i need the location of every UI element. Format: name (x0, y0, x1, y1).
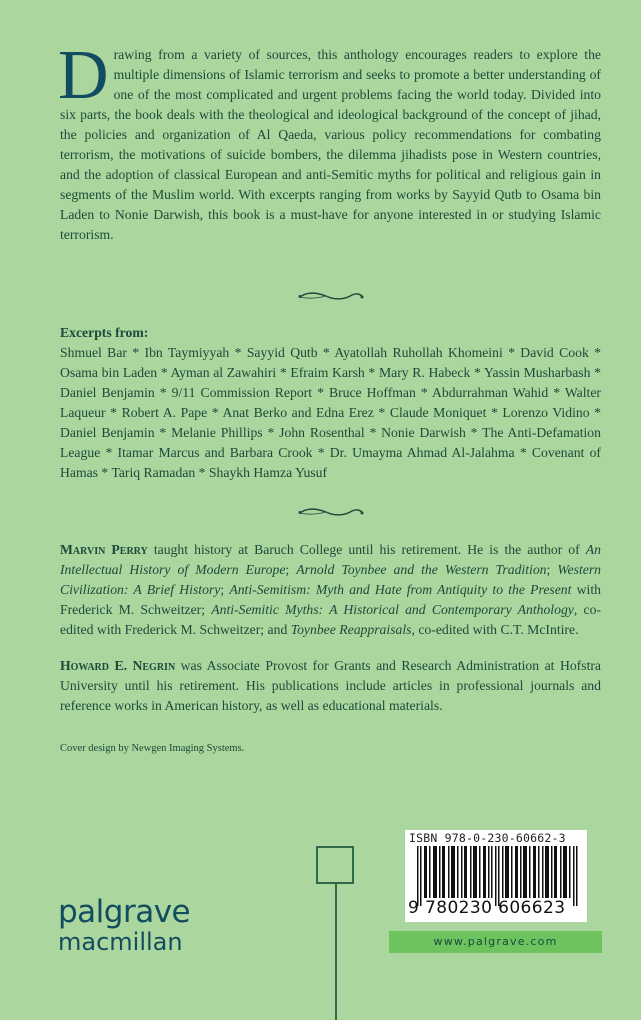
book-title: Anti-Semitic Myths: A Historical and Contemporary Anthology (211, 602, 574, 617)
bio-text: ; (546, 562, 558, 577)
logo-line-1: palgrave (58, 894, 191, 930)
excerpts-section (60, 323, 601, 483)
isbn-barcode (405, 830, 587, 922)
excerpts-list: Shmuel Bar * Ibn Taymiyyah * Sayyid Qutb * Ayatollah Ruhollah Khomeini * David Cook * Osama bin Laden * Ayman al Zawahiri * Efraim Karsh * Mary R. Habeck * Yassin Musharbash * Daniel Benjamin * 9/11 Commission Report * Bruce Hoffman * Abdurrahman Wahid * Walter Laqueur * Robert A. Pape * Anat Berko and Edna Erez * Claude Moniquet * Lorenzo Vidino * Daniel Benjamin * Melanie Phillips * John Rosenthal * Nonie Darwish * The Anti-Defamation League * Itamar Marcus and Barbara Crook * Dr. Umayma Ahmad Al-Jalahma * Covenant of Hamas * Tariq Ramadan * Shaykh Hamza Yusuf (60, 345, 601, 480)
author-bio-negrin (60, 656, 601, 716)
publisher-logo (58, 894, 191, 956)
logo-line-2: macmillan (58, 928, 183, 956)
cover-design-credit: Cover design by Newgen Imaging Systems. (60, 743, 245, 754)
excerpts-heading: Excerpts from: (60, 325, 149, 340)
bio-text: ; (220, 582, 230, 597)
barcode-bars-icon (417, 846, 582, 906)
isbn-label: ISBN 978-0-230-60662-3 (409, 831, 566, 845)
book-title: Anti-Semitism: Myth and Hate from Antiquity to the Present (229, 582, 572, 597)
bio-text: , co-edited with C.T. McIntire. (411, 622, 579, 637)
book-title: Western Civilization: A Brief History (60, 562, 602, 597)
bio-text: was Associate Provost for Grants and Research Administration at Hofstra University until his retirement. His publications include articles in professional journals and reference works in American history, as well as educational materials. (60, 658, 602, 713)
blurb-text: rawing from a variety of sources, this anthology encourages readers to explore the multiple dimensions of Islamic terrorism and seeks to promote a better understanding of one of the most complicated and urgent problems facing the world today. Divided into six parts, the book deals with the theological and ideological background of the concept of jihad, the policies and organization of Al Qaeda, various policy recommendations for combating terrorism, the motivations of suicide bombers, the dilemma jihadists pose in Western countries, and the adoption of classical European and anti-Semitic myths for political and religious gain in segments of the Muslim world. With excerpts ranging from works by Sayyid Qutb to Osama bin Laden to Nonie Darwish, this book is a must-have for anyone interested in or studying Islamic terrorism. (60, 47, 601, 242)
author-bio-perry (60, 540, 601, 640)
book-title: An Intellectual History of Modern Europe (60, 542, 601, 577)
book-title: Toynbee Reappraisals (290, 622, 412, 637)
blurb-paragraph (58, 37, 601, 245)
scroll-flourish-icon (296, 506, 366, 518)
bio-text: taught history at Baruch College until his retirement. He is the author of (147, 542, 586, 557)
emblem-line (335, 884, 337, 1020)
bio-text: , co-edited with Frederick M. Schweitzer; and (60, 602, 601, 637)
author-name: Marvin Perry (60, 542, 148, 557)
bio-text: ; (285, 562, 297, 577)
scroll-flourish-icon (296, 290, 366, 302)
barcode-digits: 9 780230 606623 (408, 898, 566, 918)
bio-text: with Frederick M. Schweitzer; (60, 582, 601, 617)
book-title: Arnold Toynbee and the Western Tradition (296, 562, 547, 577)
author-name: Howard E. Negrin (60, 658, 176, 673)
dropcap-letter: D (58, 37, 109, 114)
publisher-url: www.palgrave.com (389, 931, 602, 953)
square-emblem-icon (316, 846, 354, 884)
